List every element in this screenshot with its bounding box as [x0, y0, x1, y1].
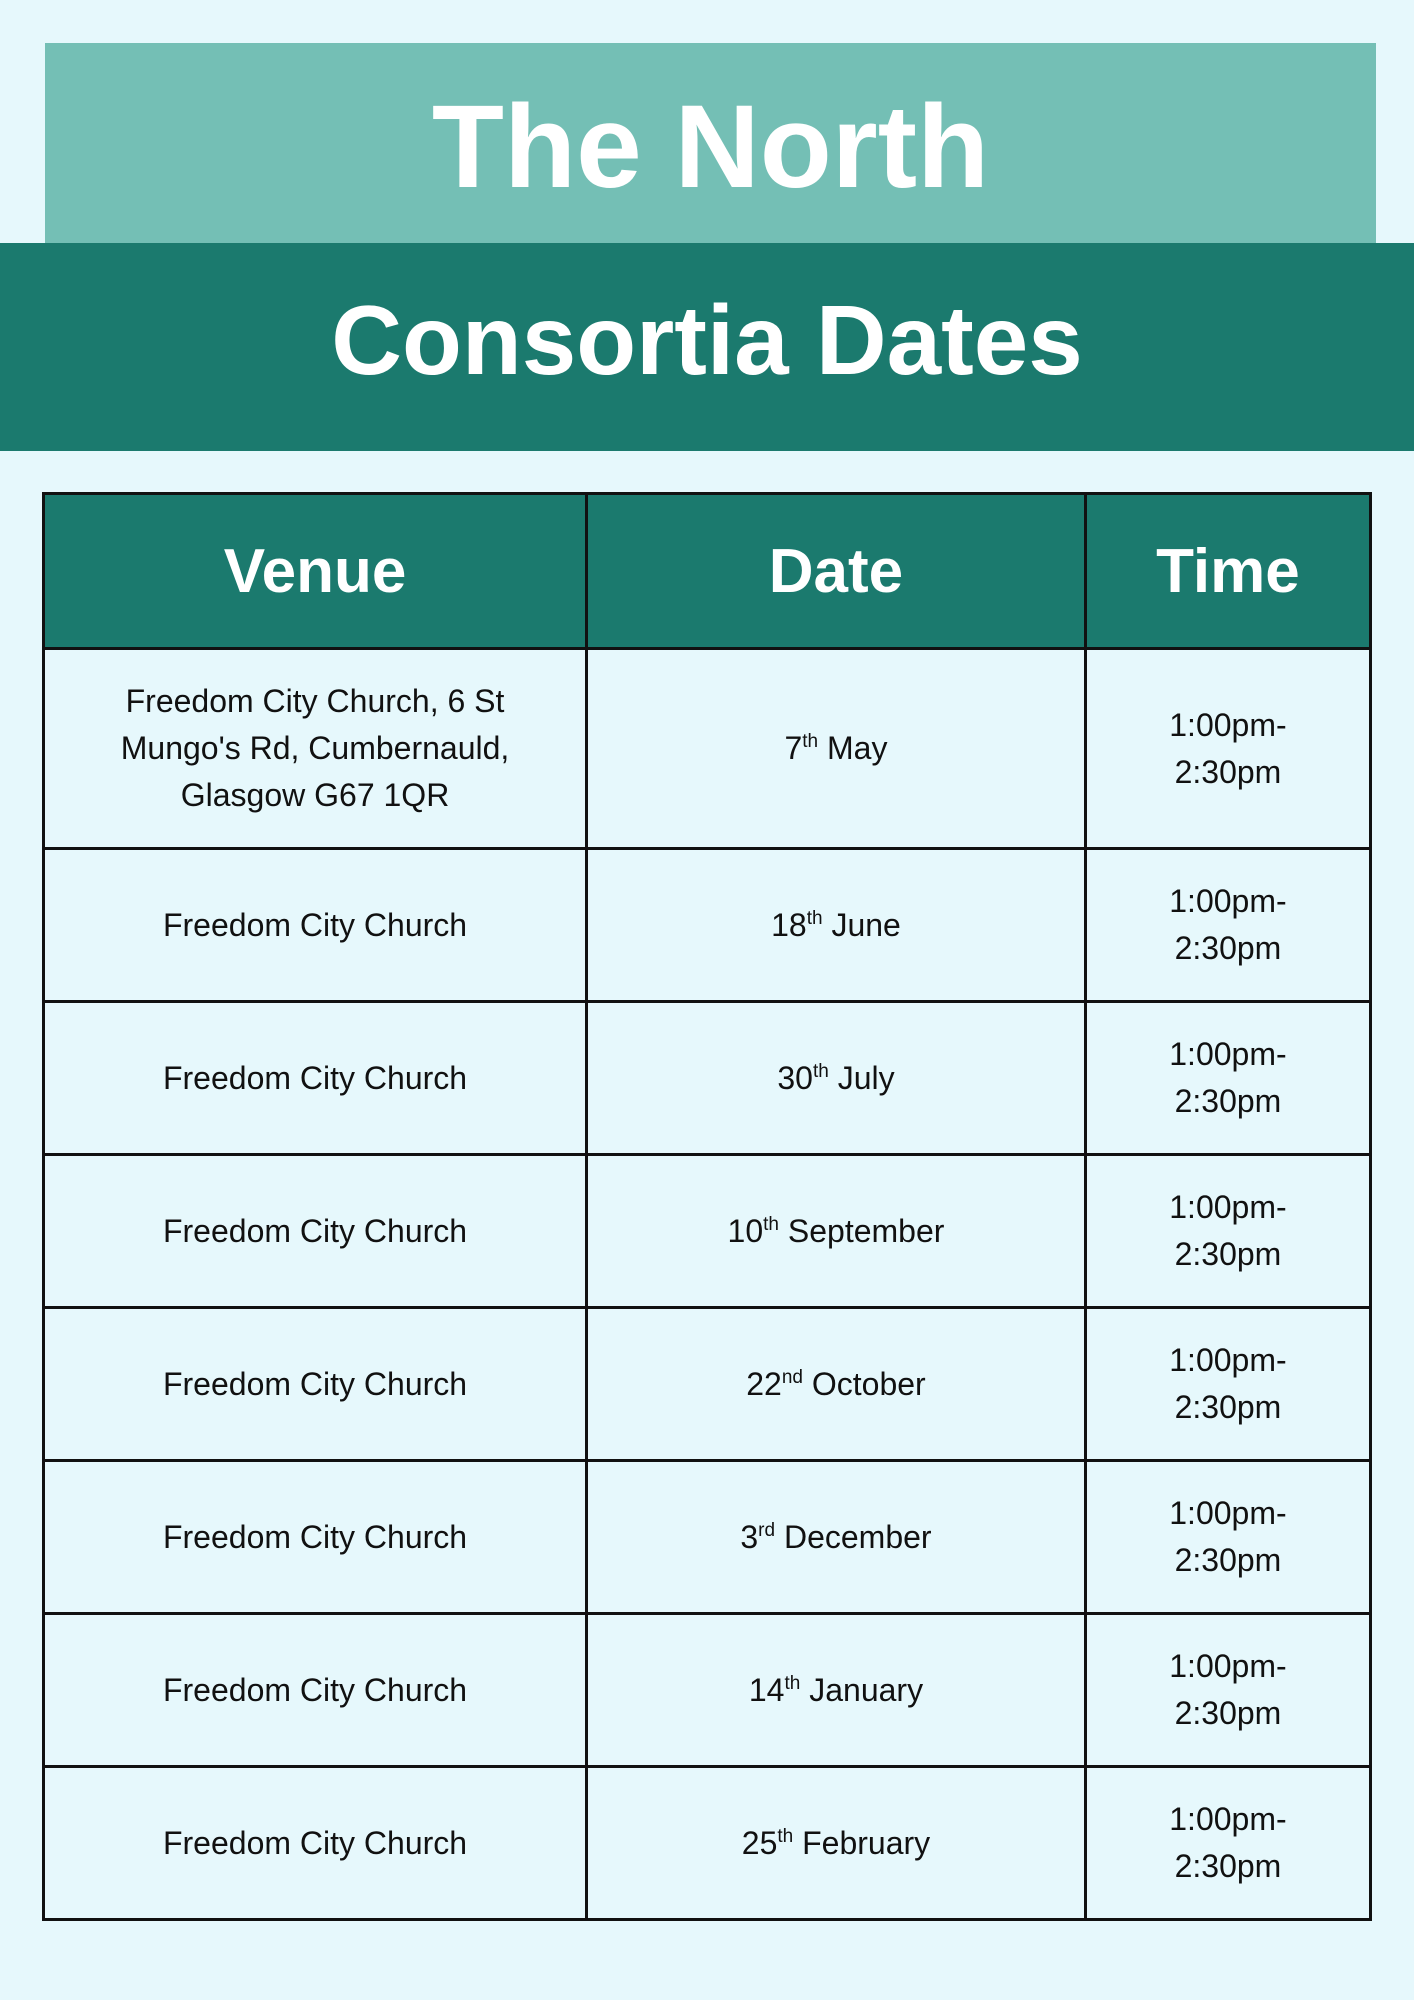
date-month: June — [831, 906, 901, 943]
date-suffix: th — [802, 731, 819, 752]
time-end: 2:30pm — [1174, 930, 1282, 966]
date-day: 14 — [748, 1671, 785, 1708]
time-start: 1:00pm- — [1169, 1495, 1287, 1531]
time-end: 2:30pm — [1174, 1389, 1282, 1425]
time-cell — [1085, 1308, 1370, 1461]
table-row — [44, 1155, 1371, 1308]
date-day: 25 — [741, 1824, 778, 1861]
table-row — [44, 1767, 1371, 1920]
time-cell — [1085, 1461, 1370, 1614]
time-start: 1:00pm- — [1169, 883, 1287, 919]
column-header-time: Time — [1085, 494, 1370, 649]
date-day: 7 — [784, 730, 803, 766]
time-end: 2:30pm — [1174, 1542, 1282, 1578]
date-month: September — [787, 1212, 945, 1249]
time-start: 1:00pm- — [1169, 1189, 1287, 1225]
venue-cell — [44, 649, 587, 849]
table-row — [44, 1614, 1371, 1767]
date-day: 3 — [740, 1518, 759, 1555]
venue-cell: Freedom City Church — [44, 849, 587, 1002]
venue-cell: Freedom City Church — [44, 1308, 587, 1461]
venue-cell: Freedom City Church — [44, 1767, 587, 1920]
venue-cell: Freedom City Church — [44, 1155, 587, 1308]
venue-text: Freedom City Church, 6 St Mungo's Rd, Cumbernauld, Glasgow G67 1QR — [120, 683, 510, 813]
time-end: 2:30pm — [1174, 1083, 1282, 1119]
date-cell — [587, 1461, 1086, 1614]
date-cell — [587, 1308, 1086, 1461]
time-start: 1:00pm- — [1169, 1342, 1287, 1378]
time-end: 2:30pm — [1174, 1236, 1282, 1272]
time-start: 1:00pm- — [1169, 1801, 1287, 1837]
date-day: 18 — [771, 906, 807, 943]
date-suffix: nd — [781, 1366, 803, 1388]
time-cell — [1085, 849, 1370, 1002]
time-start: 1:00pm- — [1169, 1036, 1287, 1072]
table-header-row — [44, 494, 1371, 649]
date-suffix: rd — [758, 1519, 776, 1541]
time-end: 2:30pm — [1174, 1695, 1282, 1731]
time-cell — [1085, 1155, 1370, 1308]
date-month: July — [837, 1059, 895, 1096]
date-month: January — [809, 1671, 924, 1708]
venue-cell: Freedom City Church — [44, 1614, 587, 1767]
title-band-dark — [0, 243, 1414, 451]
column-header-venue: Venue — [44, 494, 587, 649]
time-end: 2:30pm — [1174, 1848, 1282, 1884]
date-cell — [587, 849, 1086, 1002]
venue-cell: Freedom City Church — [44, 1002, 587, 1155]
date-cell — [587, 1002, 1086, 1155]
date-month: February — [802, 1824, 931, 1861]
date-day: 30 — [777, 1059, 813, 1096]
time-cell — [1085, 1614, 1370, 1767]
title-line-2: Consortia Dates — [331, 285, 1083, 395]
time-cell — [1085, 649, 1370, 849]
date-cell — [587, 1614, 1086, 1767]
date-month: December — [783, 1518, 932, 1555]
date-suffix: th — [784, 1672, 801, 1694]
table-row — [44, 1308, 1371, 1461]
time-end: 2:30pm — [1174, 753, 1282, 790]
time-start: 1:00pm- — [1169, 706, 1287, 743]
date-cell — [587, 1155, 1086, 1308]
date-suffix: th — [806, 907, 823, 929]
title-band-light — [45, 43, 1376, 243]
date-suffix: th — [812, 1060, 829, 1082]
time-cell — [1085, 1002, 1370, 1155]
date-month: May — [827, 730, 888, 766]
date-suffix: th — [777, 1825, 794, 1847]
table-row — [44, 849, 1371, 1002]
venue-cell: Freedom City Church — [44, 1461, 587, 1614]
date-cell — [587, 1767, 1086, 1920]
date-day: 22 — [746, 1365, 782, 1402]
table-row — [44, 649, 1371, 849]
time-start: 1:00pm- — [1169, 1648, 1287, 1684]
date-day: 10 — [727, 1212, 764, 1249]
consortia-schedule-table — [42, 492, 1372, 1921]
date-cell — [587, 649, 1086, 849]
column-header-date: Date — [587, 494, 1086, 649]
table-row — [44, 1461, 1371, 1614]
title-line-1: The North — [431, 81, 990, 213]
time-cell — [1085, 1767, 1370, 1920]
table-row — [44, 1002, 1371, 1155]
date-suffix: th — [763, 1213, 779, 1235]
date-month: October — [811, 1365, 926, 1402]
